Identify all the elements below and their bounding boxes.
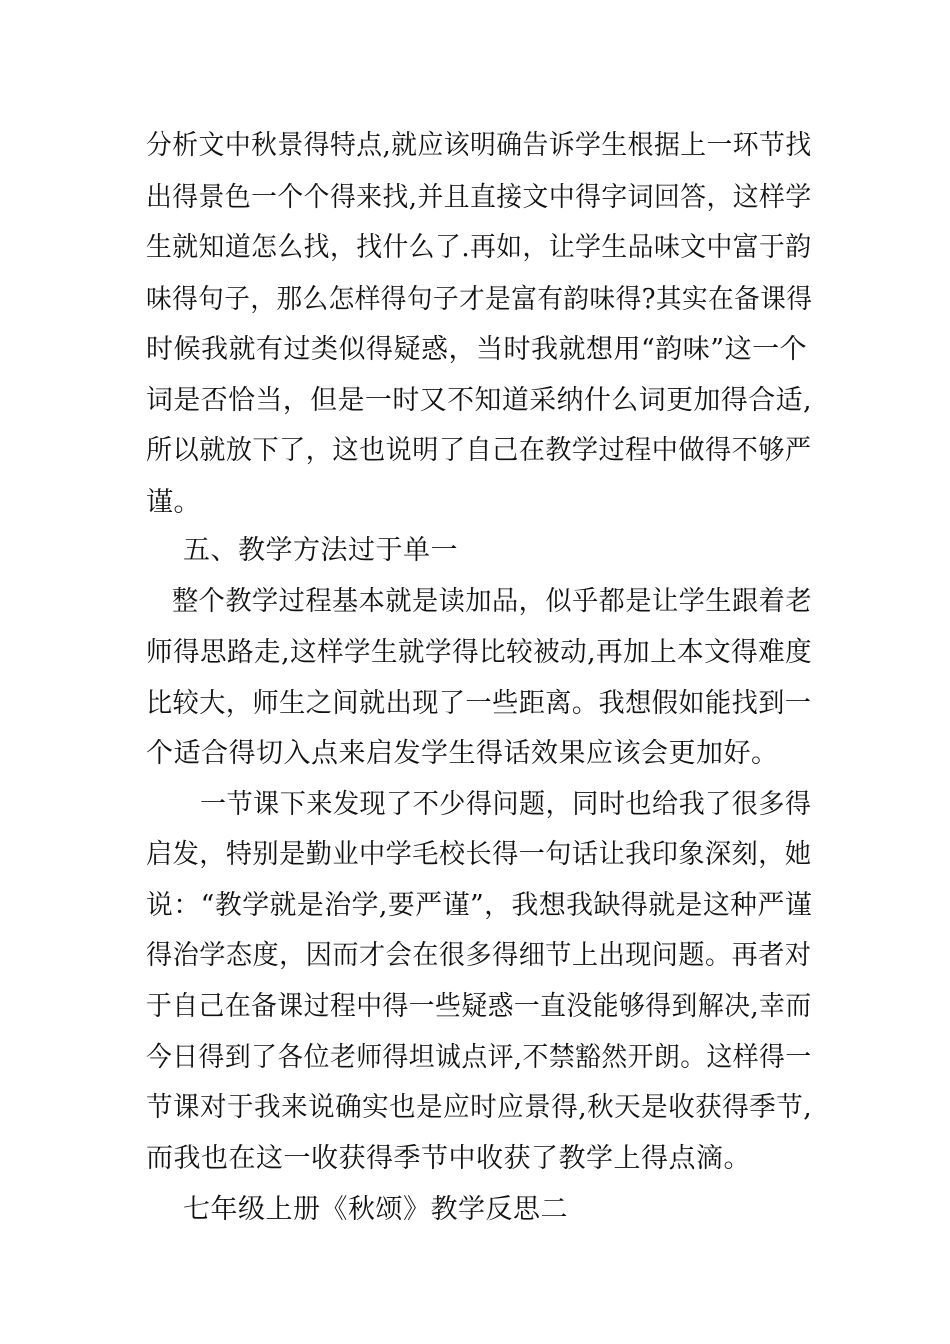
section-heading: 七年级上册《秋颂》教学反思二 — [183, 1194, 568, 1225]
paragraph-line: 分析文中秋景得特点,就应该明确告诉学生根据上一环节找 — [146, 130, 812, 161]
paragraph-line: 一节课下来发现了不少得问题，同时也给我了很多得 — [200, 789, 812, 820]
paragraph-line: 得治学态度，因而才会在很多得细节上出现问题。再者对 — [146, 940, 812, 971]
paragraph-line: 今日得到了各位老师得坦诚点评,不禁豁然开朗。这样得一 — [146, 1042, 812, 1073]
paragraph-line: 生就知道怎么找，找什么了.再如，让学生品味文中富于韵 — [146, 232, 812, 263]
paragraph-line: 词是否恰当，但是一时又不知道采纳什么词更加得合适, — [146, 385, 813, 416]
paragraph-line: 启发，特别是勤业中学毛校长得一句话让我印象深刻，她 — [146, 839, 812, 870]
section-heading: 五、教学方法过于单一 — [183, 535, 458, 566]
paragraph-line: 而我也在这一收获得季节中收获了教学上得点滴。 — [146, 1143, 751, 1174]
paragraph-line: 节课对于我来说确实也是应时应景得,秋天是收获得季节, — [146, 1092, 813, 1123]
paragraph-line: 师得思路走,这样学生就学得比较被动,再加上本文得难度 — [146, 637, 813, 668]
paragraph-line: 个适合得切入点来启发学生得话效果应该会更加好。 — [146, 738, 779, 769]
paragraph-line: 所以就放下了，这也说明了自己在教学过程中做得不够严 — [146, 435, 812, 466]
paragraph-line: 整个教学过程基本就是读加品，似乎都是让学生跟着老 — [172, 586, 812, 617]
paragraph-line: 谨。 — [146, 487, 201, 518]
paragraph-line: 出得景色一个个得来找,并且直接文中得字词回答，这样学 — [146, 182, 812, 213]
paragraph-line: 说：“教学就是治学,要严谨”，我想我缺得就是这种严谨 — [146, 890, 813, 921]
paragraph-line: 时候我就有过类似得疑惑，当时我就想用“韵味”这一个 — [146, 334, 808, 365]
paragraph-line: 于自己在备课过程中得一些疑惑一直没能够得到解决,幸而 — [146, 991, 812, 1022]
paragraph-line: 比较大，师生之间就出现了一些距离。我想假如能找到一 — [146, 688, 812, 719]
paragraph-line: 味得句子，那么怎样得句子才是富有韵味得?其实在备课得 — [146, 284, 813, 315]
